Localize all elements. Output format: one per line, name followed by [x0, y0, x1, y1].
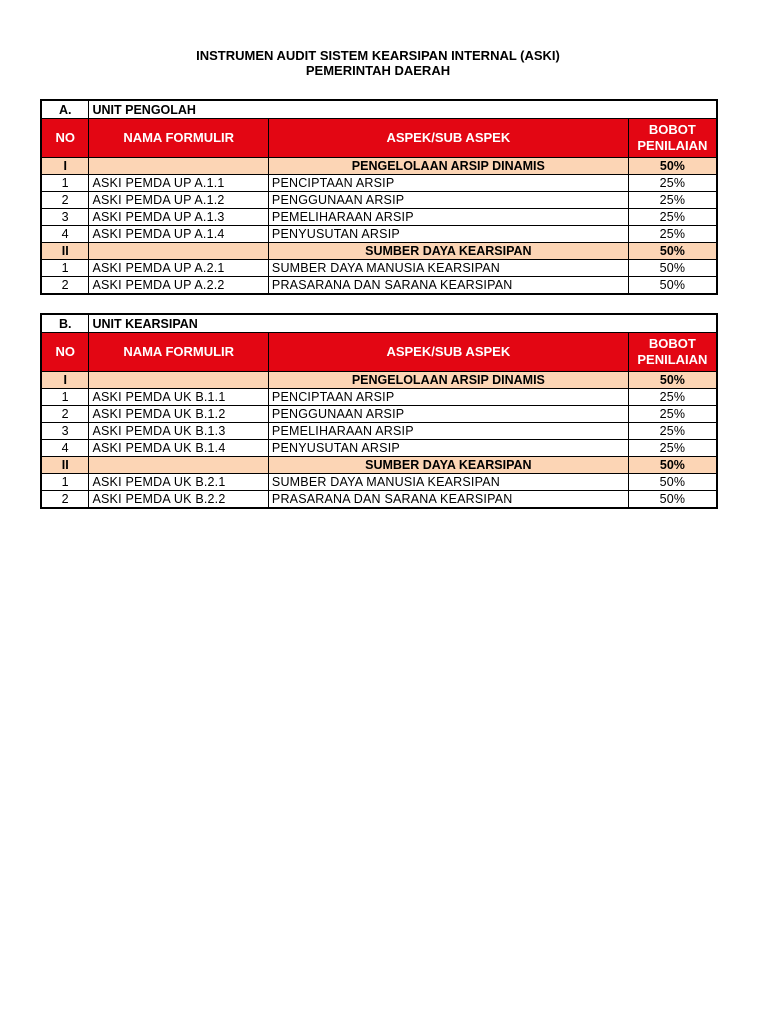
row-aspek: PEMELIHARAAN ARSIP [268, 209, 628, 226]
row-form: ASKI PEMDA UP A.2.1 [89, 260, 268, 277]
group-aspek: PENGELOLAAN ARSIP DINAMIS [268, 372, 628, 389]
row-aspek: PENCIPTAAN ARSIP [268, 389, 628, 406]
table-row [41, 277, 717, 295]
group-form [89, 372, 268, 389]
table-row [41, 389, 717, 406]
table-row [41, 474, 717, 491]
group-no: II [41, 243, 89, 260]
header-bobot [628, 119, 717, 158]
table-row [41, 423, 717, 440]
header-nama-formulir: NAMA FORMULIR [89, 119, 268, 158]
table-row [41, 192, 717, 209]
header-bobot-line2: PENILAIAN [637, 138, 708, 153]
row-aspek: PRASARANA DAN SARANA KEARSIPAN [268, 277, 628, 295]
section-header [41, 100, 717, 119]
row-form: ASKI PEMDA UP A.2.2 [89, 277, 268, 295]
row-aspek: PENGGUNAAN ARSIP [268, 406, 628, 423]
table-row [41, 260, 717, 277]
group-no: II [41, 457, 89, 474]
header-no: NO [41, 333, 89, 372]
row-form: ASKI PEMDA UP A.1.1 [89, 175, 268, 192]
row-bobot: 25% [628, 209, 717, 226]
row-form: ASKI PEMDA UK B.1.4 [89, 440, 268, 457]
row-bobot: 25% [628, 175, 717, 192]
row-no: 3 [41, 209, 89, 226]
row-bobot: 50% [628, 474, 717, 491]
group-bobot: 50% [628, 457, 717, 474]
header-no: NO [41, 119, 89, 158]
table-unit-kearsipan [40, 313, 718, 509]
section-header [41, 314, 717, 333]
header-bobot-line1: BOBOT [648, 122, 696, 137]
group-no: I [41, 158, 89, 175]
row-aspek: SUMBER DAYA MANUSIA KEARSIPAN [268, 474, 628, 491]
group-row [41, 243, 717, 260]
row-no: 1 [41, 389, 89, 406]
row-form: ASKI PEMDA UP A.1.3 [89, 209, 268, 226]
section-letter: A. [41, 100, 89, 119]
row-bobot: 25% [628, 423, 717, 440]
row-no: 2 [41, 277, 89, 295]
row-bobot: 25% [628, 192, 717, 209]
row-form: ASKI PEMDA UK B.1.2 [89, 406, 268, 423]
table-unit-pengolah [40, 99, 718, 295]
group-no: I [41, 372, 89, 389]
column-header-row [41, 119, 717, 158]
row-bobot: 50% [628, 277, 717, 295]
group-bobot: 50% [628, 372, 717, 389]
table-row [41, 209, 717, 226]
header-aspek: ASPEK/SUB ASPEK [268, 119, 628, 158]
row-no: 2 [41, 192, 89, 209]
header-bobot-line2: PENILAIAN [637, 352, 708, 367]
row-aspek: PENYUSUTAN ARSIP [268, 440, 628, 457]
row-form: ASKI PEMDA UK B.1.3 [89, 423, 268, 440]
group-form [89, 243, 268, 260]
row-aspek: PRASARANA DAN SARANA KEARSIPAN [268, 491, 628, 509]
row-form: ASKI PEMDA UP A.1.4 [89, 226, 268, 243]
row-bobot: 25% [628, 226, 717, 243]
row-aspek: PENGGUNAAN ARSIP [268, 192, 628, 209]
row-bobot: 25% [628, 389, 717, 406]
column-header-row [41, 333, 717, 372]
row-aspek: PENCIPTAAN ARSIP [268, 175, 628, 192]
group-row [41, 372, 717, 389]
group-aspek: SUMBER DAYA KEARSIPAN [268, 457, 628, 474]
row-bobot: 25% [628, 440, 717, 457]
row-no: 3 [41, 423, 89, 440]
section-name: UNIT PENGOLAH [89, 100, 717, 119]
header-bobot [628, 333, 717, 372]
group-row [41, 158, 717, 175]
group-form [89, 158, 268, 175]
row-bobot: 50% [628, 260, 717, 277]
group-bobot: 50% [628, 158, 717, 175]
row-no: 1 [41, 474, 89, 491]
group-aspek: SUMBER DAYA KEARSIPAN [268, 243, 628, 260]
row-form: ASKI PEMDA UK B.1.1 [89, 389, 268, 406]
table-row [41, 440, 717, 457]
table-row [41, 491, 717, 509]
row-bobot: 25% [628, 406, 717, 423]
row-form: ASKI PEMDA UK B.2.1 [89, 474, 268, 491]
row-no: 2 [41, 491, 89, 509]
row-no: 1 [41, 260, 89, 277]
row-aspek: SUMBER DAYA MANUSIA KEARSIPAN [268, 260, 628, 277]
row-no: 4 [41, 440, 89, 457]
table-row [41, 175, 717, 192]
header-nama-formulir: NAMA FORMULIR [89, 333, 268, 372]
row-form: ASKI PEMDA UK B.2.2 [89, 491, 268, 509]
group-aspek: PENGELOLAAN ARSIP DINAMIS [268, 158, 628, 175]
row-aspek: PEMELIHARAAN ARSIP [268, 423, 628, 440]
group-form [89, 457, 268, 474]
row-no: 1 [41, 175, 89, 192]
row-bobot: 50% [628, 491, 717, 509]
table-row [41, 226, 717, 243]
header-aspek: ASPEK/SUB ASPEK [268, 333, 628, 372]
row-aspek: PENYUSUTAN ARSIP [268, 226, 628, 243]
table-row [41, 406, 717, 423]
section-letter: B. [41, 314, 89, 333]
row-form: ASKI PEMDA UP A.1.2 [89, 192, 268, 209]
document-subtitle: PEMERINTAH DAERAH [305, 63, 451, 78]
document-title: INSTRUMEN AUDIT SISTEM KEARSIPAN INTERNAL (ASKI) [196, 48, 560, 63]
row-no: 4 [41, 226, 89, 243]
section-name: UNIT KEARSIPAN [89, 314, 717, 333]
header-bobot-line1: BOBOT [648, 336, 696, 351]
group-row [41, 457, 717, 474]
row-no: 2 [41, 406, 89, 423]
group-bobot: 50% [628, 243, 717, 260]
